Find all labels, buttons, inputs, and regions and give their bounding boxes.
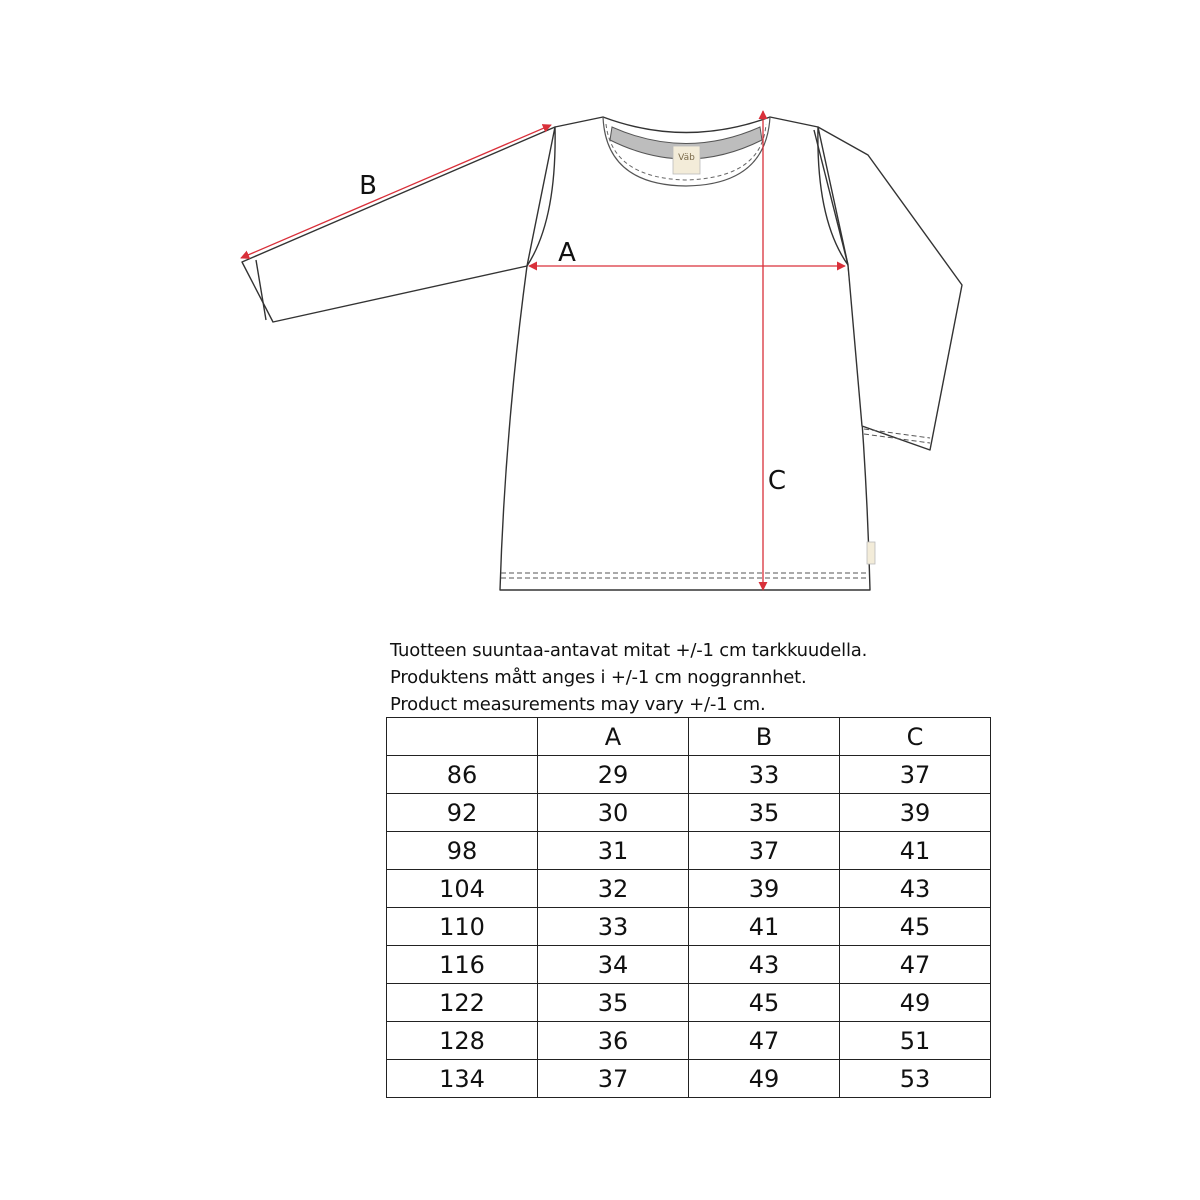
size-table [386,717,991,1098]
cell-b: 41 [689,908,840,946]
cell-c: 53 [840,1060,991,1098]
cell-c: 37 [840,756,991,794]
cell-size: 134 [387,1060,538,1098]
table-row [387,984,991,1022]
cell-size: 122 [387,984,538,1022]
side-label [867,542,875,564]
cell-a: 33 [538,908,689,946]
header-b: B [689,718,840,756]
cell-a: 31 [538,832,689,870]
label-a: A [558,238,576,268]
cell-c: 51 [840,1022,991,1060]
table-row [387,756,991,794]
cell-b: 47 [689,1022,840,1060]
cell-a: 30 [538,794,689,832]
cell-c: 43 [840,870,991,908]
header-a: A [538,718,689,756]
label-b: B [359,171,377,201]
cell-b: 49 [689,1060,840,1098]
cell-a: 29 [538,756,689,794]
cell-size: 128 [387,1022,538,1060]
cell-b: 37 [689,832,840,870]
table-row [387,946,991,984]
cell-size: 86 [387,756,538,794]
cell-a: 34 [538,946,689,984]
table-row [387,794,991,832]
table-row [387,870,991,908]
cell-b: 45 [689,984,840,1022]
note-finnish: Tuotteen suuntaa-antavat mitat +/-1 cm tarkkuudella. [390,640,868,661]
shirt-outline [242,117,962,590]
cell-c: 41 [840,832,991,870]
cell-size: 92 [387,794,538,832]
cell-b: 39 [689,870,840,908]
cell-c: 47 [840,946,991,984]
cell-c: 45 [840,908,991,946]
cell-b: 35 [689,794,840,832]
note-english: Product measurements may vary +/-1 cm. [390,694,766,715]
cell-c: 49 [840,984,991,1022]
note-swedish: Produktens mått anges i +/-1 cm noggrannhet. [390,667,807,688]
table-row [387,1060,991,1098]
cell-a: 37 [538,1060,689,1098]
table-row [387,832,991,870]
cell-size: 98 [387,832,538,870]
neck-label [673,146,700,174]
cell-size: 104 [387,870,538,908]
table-header-row [387,718,991,756]
table-row [387,908,991,946]
cell-a: 35 [538,984,689,1022]
header-c: C [840,718,991,756]
label-c: C [767,466,787,496]
cell-size: 110 [387,908,538,946]
cell-b: 43 [689,946,840,984]
cell-a: 32 [538,870,689,908]
header-size [387,718,538,756]
cell-b: 33 [689,756,840,794]
cell-size: 116 [387,946,538,984]
cell-c: 39 [840,794,991,832]
table-row [387,1022,991,1060]
cell-a: 36 [538,1022,689,1060]
svg-text:Väb: Väb [678,153,695,163]
